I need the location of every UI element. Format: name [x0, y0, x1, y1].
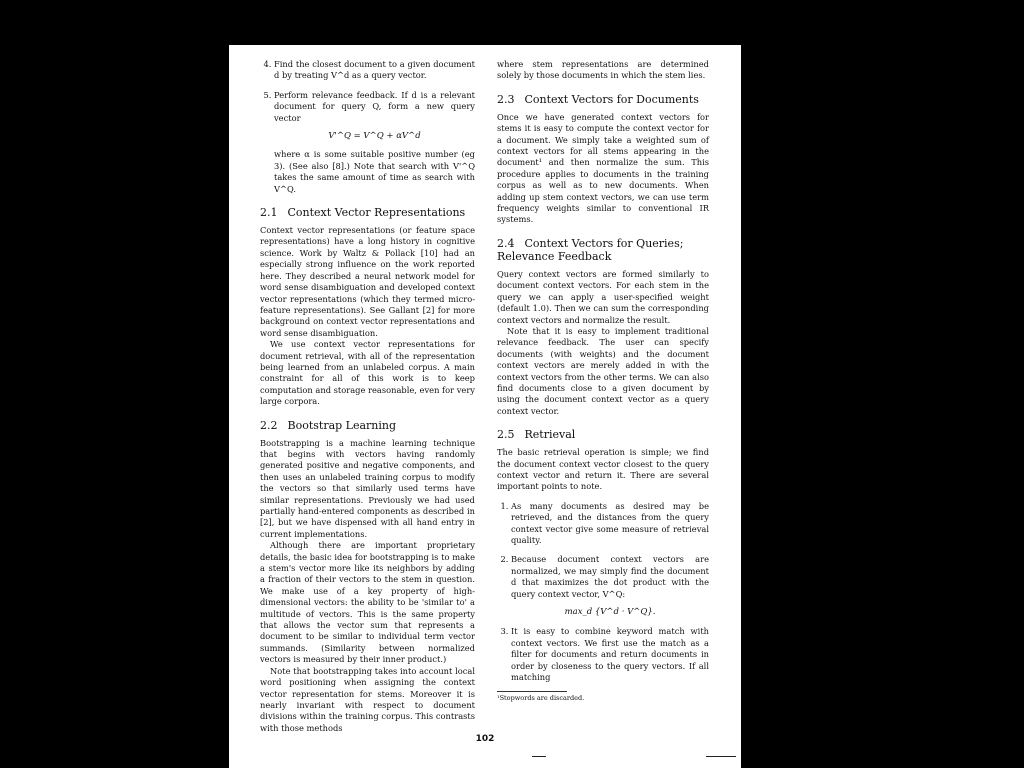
numbered-list	[497, 501, 709, 684]
paragraph: Once we have generated context vectors for stems it is easy to compute the context vector for a document. We simply take a weighted sum of context vectors for all stems appearing in the document¹ and then normalize the sum. This procedure applies to documents in the training corpus as well as to new documents. When adding up stem context vectors, we can use term frequency weights similar to conventional IR systems.	[497, 111, 709, 225]
section-title: Context Vectors for Documents	[524, 92, 699, 106]
list-item-5-text-a: Perform relevance feedback. If d is a relevant document for query Q, form a new query vector	[274, 89, 475, 123]
paper-page	[229, 45, 741, 768]
footnote: ¹Stopwords are discarded.	[497, 694, 585, 703]
paragraph: Note that it is easy to implement traditional relevance feedback. The user can specify documents (with weights) and the document context vectors are merely added in with the context vectors from the other terms. We can also find documents close to a given document by using the document context vector as a query context vector.	[497, 325, 709, 416]
list-item-3: 3. It is easy to combine keyword match with context vectors. We first use the match as a filter for documents and return documents in order by closeness to the query vectors. If all matching	[511, 626, 709, 683]
section-heading-2-3	[497, 93, 709, 106]
paragraph: The basic retrieval operation is simple; we find the document context vector closest to the query context vector and return it. There are several important points to note.	[497, 447, 709, 492]
section-number: 2.4	[497, 236, 515, 250]
paragraph: Note that bootstrapping takes into account local word positioning when assigning the context vector representation for stems. Moreover it is nearly invariant with respect to document divisions within the training corpus. This contrasts with those methods	[260, 665, 475, 733]
left-column	[260, 59, 475, 734]
section-title: Context Vector Representations	[287, 206, 466, 220]
paragraph: We use context vector representations for document retrieval, with all of the representation being learned from an unlabeled corpus. A main constraint for all of this work is to keep computation and storage reasonable, even for very large corpora.	[260, 339, 475, 407]
max-formula: max_d {V^d · V^Q}.	[564, 607, 656, 618]
list-item-5-text-b: where α is some suitable positive number (eg 3). (See also [8].) Note that search with V'^Q takes the same amount of time as search with V^Q.	[274, 149, 475, 194]
section-number: 2.3	[497, 92, 515, 106]
list-item-4: 4. Find the closest document to a given document d by treating V^d as a query vector.	[274, 59, 475, 82]
list-item-2	[511, 554, 709, 618]
page-number: 102	[475, 734, 495, 744]
section-number: 2.2	[260, 418, 278, 432]
scan-mark	[532, 756, 546, 757]
paragraph: where stem representations are determined solely by those documents in which the stem lies.	[497, 59, 709, 81]
section-heading-2-2	[260, 419, 475, 432]
list-item-1: 1. As many documents as desired may be retrieved, and the distances from the query context vector give some measure of retrieval quality.	[511, 501, 709, 547]
section-title: Retrieval	[524, 428, 576, 442]
paragraph: Although there are important proprietary details, the basic idea for bootstrapping is to make a stem's vector more like its neighbors by adding a fraction of their vectors to the stem in question. We make use of a key property of high-dimensional vectors: the ability to be 'similar to' a multitude of vectors. This is the same property that allows the vector sum that represents a document to be similar to individual term vector summands. (Similarity between normalized vectors is measured by their inner product.)	[260, 540, 475, 665]
paragraph: Query context vectors are formed similarly to document context vectors. For each stem in the query we can apply a user-specified weight (default 1.0). Then we can sum the corresponding context vectors and normalize the result.	[497, 268, 709, 325]
feedback-formula: V'^Q = V^Q + αV^d	[328, 131, 421, 142]
section-number: 2.1	[260, 206, 278, 220]
scan-mark	[706, 756, 736, 757]
right-column	[497, 59, 709, 702]
section-title: Bootstrap Learning	[287, 418, 397, 432]
list-item-5	[274, 90, 475, 195]
footnote-rule	[497, 691, 567, 692]
section-title: Context Vectors for Queries; Relevance Feedback	[497, 236, 684, 263]
section-heading-2-1	[260, 206, 475, 219]
section-number: 2.5	[497, 428, 515, 442]
numbered-list	[260, 59, 475, 195]
section-heading-2-4	[497, 237, 709, 263]
section-heading-2-5	[497, 428, 709, 441]
paragraph: Bootstrapping is a machine learning technique that begins with vectors having randomly generated positive and negative components, and then uses an unlabeled training corpus to modify the vectors so that similarly used terms have similar representations. Previously we had used partially hand-entered components as described in [2], but we have dispensed with all hand entry in current implementations.	[260, 437, 475, 539]
list-item-2-text: Because document context vectors are normalized, we may simply find the document d that maximizes the dot product with the query context vector, V^Q:	[511, 554, 709, 599]
paragraph: Context vector representations (or feature space representations) have a long history in cognitive science. Work by Waltz & Pollack [10] had an especially strong influence on the work reported here. They described a neural network model for word sense disambiguation and developed context vector representations (which they termed micro-feature representations). See Gallant [2] for more background on context vector representations and word sense disambiguation.	[260, 225, 475, 338]
